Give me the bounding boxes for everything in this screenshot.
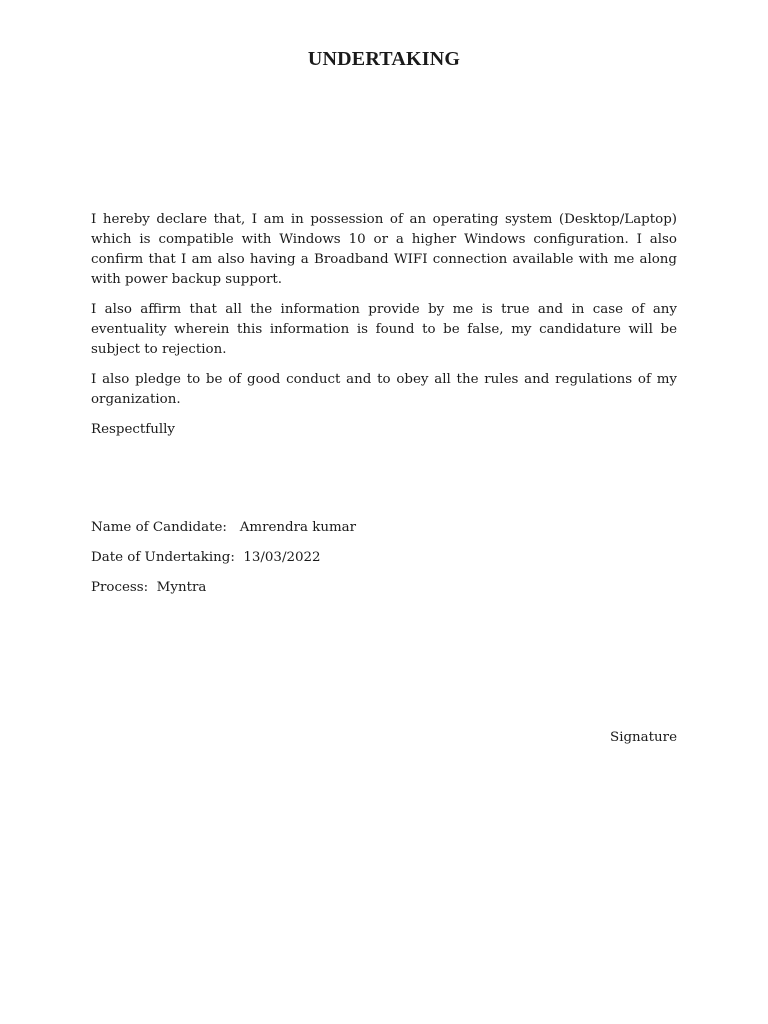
process-label: Process: [91,580,149,595]
document-title: UNDERTAKING [307,48,461,70]
process-value: Myntra [156,580,207,595]
undertaking-date-row [91,548,591,568]
closing-text: Respectfully [91,422,175,437]
undertaking-date-label: Date of Undertaking: [91,550,235,565]
candidate-details [91,518,591,608]
undertaking-date-value: 13/03/2022 [243,550,321,565]
candidate-name-value: Amrendra kumar [239,520,357,535]
signature-label: Signature [610,730,677,745]
candidate-name-row [91,518,591,538]
declaration-paragraph-3: I also pledge to be of good conduct and to obey all the rules and regulations of my organization. [91,372,677,407]
candidate-name-label: Name of Candidate: [91,520,227,535]
declaration-body [91,210,677,440]
declaration-paragraph-1: I hereby declare that, I am in possession of an operating system (Desktop/Laptop) which is compatible with Windows 10 or a higher Windows configuration. I also confirm that I am also having a Broadband WIFI connection available with me along with power backup support. [91,212,677,287]
process-row [91,578,591,598]
declaration-paragraph-2: I also affirm that all the information provide by me is true and in case of any eventuality wherein this information is found to be false, my candidature will be subject to rejection. [91,302,677,357]
